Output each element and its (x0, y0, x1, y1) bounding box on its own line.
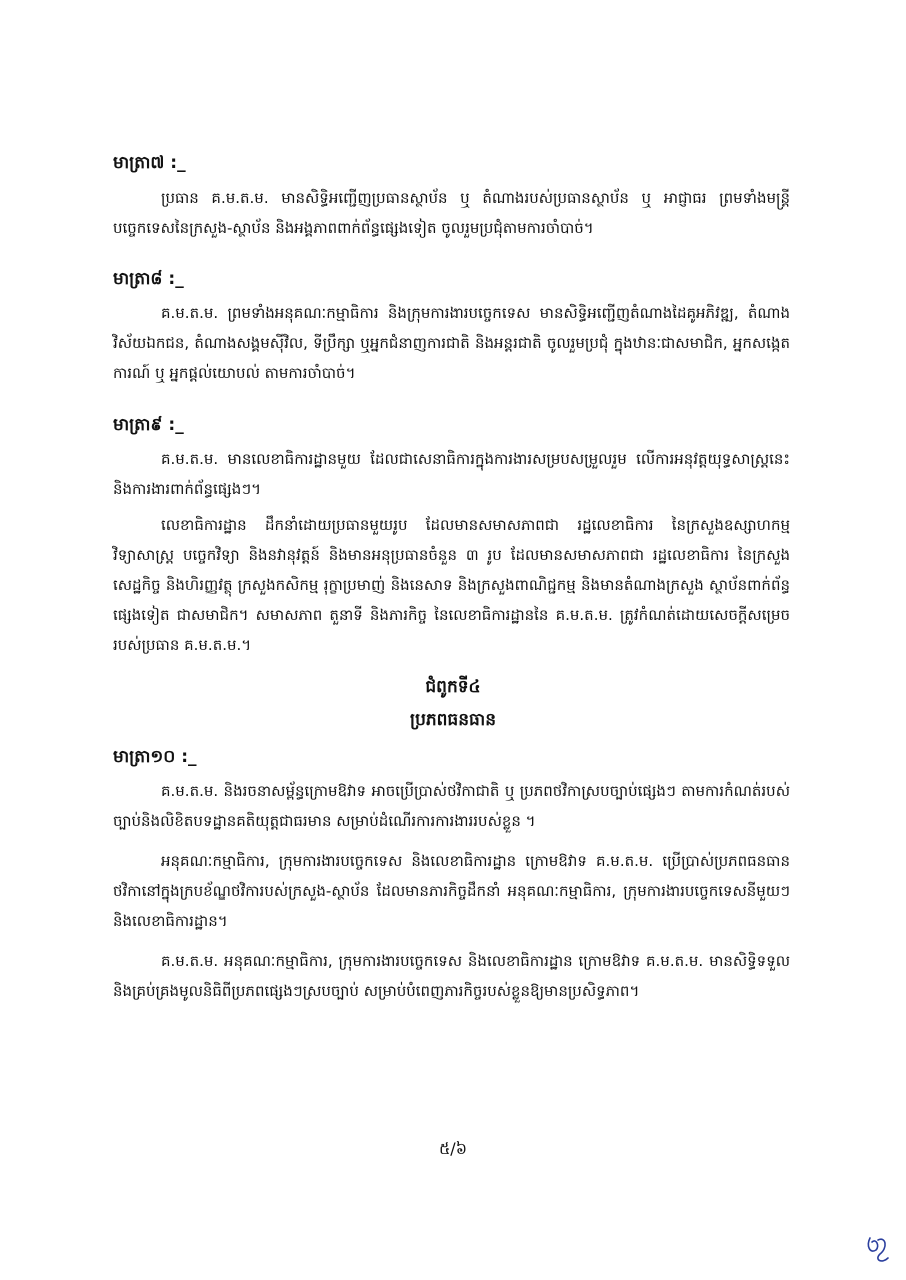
chapter-number: ជំពូកទី៤ (425, 677, 481, 697)
article-10-heading: មាត្រា១០ :_ (113, 747, 197, 767)
page-number: ៥/៦ (438, 1139, 468, 1158)
article-7-heading: មាត្រា៧ :_ (113, 153, 186, 173)
article-7-paragraph-1: ប្រធាន គ.ម.ត.ម. មានសិទ្ធិអញ្ជើញប្រធានស្ថាប័ន ឬ តំណាងរបស់ប្រធានស្ថាប័ន ឬ អាជ្ញាធរ ព្រមទាំងមន្ត្រីបច្ចេកទេសនៃក្រសួង-ស្ថាប័ន និងអង្គភាពពាក់ព័ន្ធផ្សេងទៀត ចូលរួមប្រជុំតាមការចាំបាច់។ (113, 189, 790, 237)
article-9-heading: មាត្រា៩ :_ (113, 415, 184, 435)
article-10-paragraph-1: គ.ម.ត.ម. និងរចនាសម្ព័ន្ធក្រោមឱវាទ អាចប្រើប្រាស់ថវិកាជាតិ ឬ ប្រភពថវិកាស្របច្បាប់ផ្សេងៗ តាមការកំណត់របស់ច្បាប់និងលិខិតបទដ្ឋានគតិយុត្តជាធរមាន សម្រាប់ដំណើរការការងាររបស់ខ្លួន ។ (113, 782, 790, 830)
handwritten-initials (864, 1232, 892, 1266)
article-8-heading: មាត្រា៨ :_ (113, 269, 184, 289)
article-10-paragraph-2: អនុគណៈកម្មាធិការ, ក្រុមការងារបច្ចេកទេស និងលេខាធិការដ្ឋាន ក្រោមឱវាទ គ.ម.ត.ម. ប្រើប្រាស់ប្រភពធនធានថវិកានៅក្នុងក្របខ័ណ្ឌថវិការបស់ក្រសួង-ស្ថាប័ន ដែលមានភារកិច្ចដឹកនាំ អនុគណៈកម្មាធិការ, ក្រុមការងារបច្ចេកទេសនីមួយៗ និងលេខាធិការដ្ឋាន។ (113, 852, 790, 930)
article-9-paragraph-2: លេខាធិការដ្ឋាន ដឹកនាំដោយប្រធានមួយរូប ដែលមានសមាសភាពជា រដ្ឋលេខាធិការ នៃក្រសួងឧស្សាហកម្ម វិទ្យាសាស្ត្រ បច្ចេកវិទ្យា និងនវានុវត្តន៍ និងមានអនុប្រធានចំនួន ៣ រូប ដែលមានសមាសភាពជា រដ្ឋលេខាធិការ នៃក្រសួងសេដ្ឋកិច្ច និងហិរញ្ញវត្ថុ ក្រសួងកសិកម្ម រុក្ខាប្រមាញ់ និងនេសាទ និងក្រសួងពាណិជ្ជកម្ម និងមានតំណាងក្រសួង ស្ថាប័នពាក់ព័ន្ធផ្សេងទៀត ជាសមាជិក។ សមាសភាព តួនាទី និងភារកិច្ច នៃលេខាធិការដ្ឋាននៃ គ.ម.ត.ម. ត្រូវកំណត់ដោយសេចក្តីសម្រេចរបស់ប្រធាន គ.ម.ត.ម.។ (113, 516, 790, 654)
chapter-title: ប្រភពធនធាន (410, 710, 496, 730)
article-8-paragraph-1: គ.ម.ត.ម. ព្រមទាំងអនុគណៈកម្មាធិការ និងក្រុមការងារបច្ចេកទេស មានសិទ្ធិអញ្ជើញតំណាងដៃគូអភិវឌ្ឍ, តំណាងវិស័យឯកជន, តំណាងសង្គមស៊ីវិល, ទីប្រឹក្សា ឬអ្នកជំនាញការជាតិ និងអន្តរជាតិ ចូលរួមប្រជុំ ក្នុងឋានៈជាសមាជិក, អ្នកសង្កេតការណ៍ ឬ អ្នកផ្តល់យោបល់ តាមការចាំបាច់។ (113, 304, 790, 382)
article-9-paragraph-1: គ.ម.ត.ម. មានលេខាធិការដ្ឋានមួយ ដែលជាសេនាធិការក្នុងការងារសម្របសម្រួលរួម លើការអនុវត្តយុទ្ធសាស្ត្រនេះ និងការងារពាក់ព័ន្ធផ្សេងៗ។ (113, 450, 790, 498)
article-10-paragraph-3: គ.ម.ត.ម. អនុគណៈកម្មាធិការ, ក្រុមការងារបច្ចេកទេស និងលេខាធិការដ្ឋាន ក្រោមឱវាទ គ.ម.ត.ម. មានសិទ្ធិទទួល និងគ្រប់គ្រងមូលនិធិពីប្រភពផ្សេងៗស្របច្បាប់ សម្រាប់បំពេញភារកិច្ចរបស់ខ្លួនឱ្យមានប្រសិទ្ធភាព។ (113, 952, 790, 1000)
